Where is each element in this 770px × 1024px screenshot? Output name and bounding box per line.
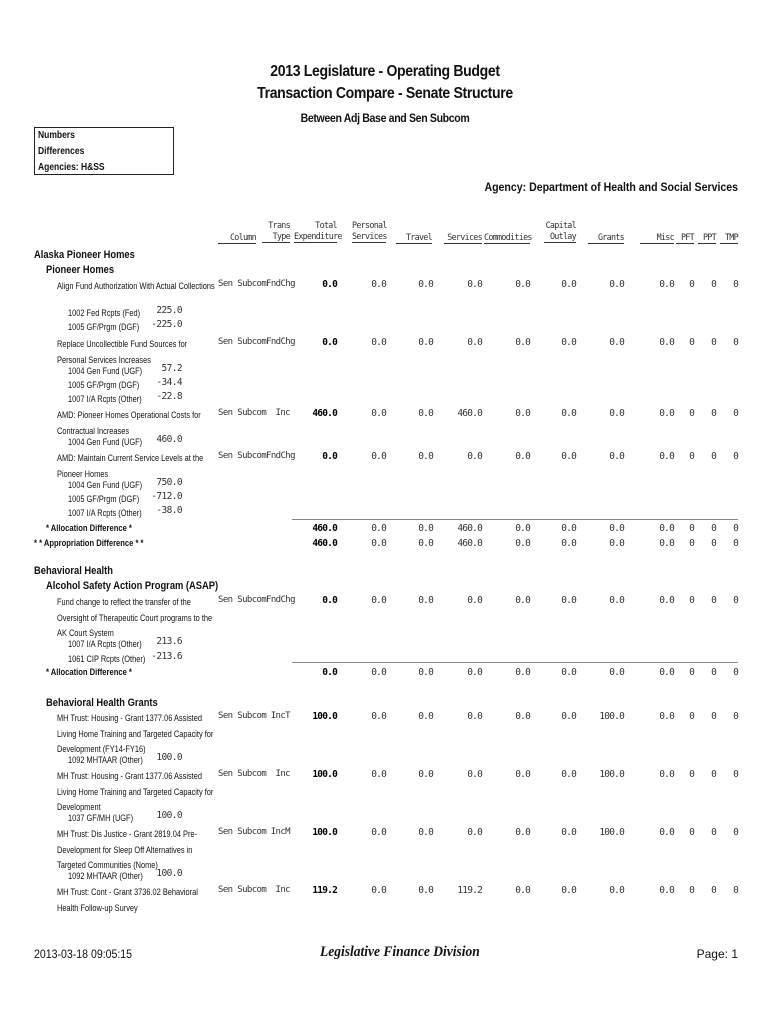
fund-source-amount: 100.0 (156, 752, 182, 763)
transaction-value-cell: 0 (689, 711, 694, 722)
transaction-value-cell: 0.0 (418, 337, 433, 348)
transaction-column: Sen Subcom (218, 279, 267, 289)
transaction-value-cell: 0 (733, 408, 738, 419)
transaction-value-cell: 0.0 (515, 279, 530, 290)
fund-source-label: 1007 I/A Rcpts (Other) (68, 394, 142, 405)
transaction-value-cell: 0.0 (467, 451, 482, 462)
transaction-value-cell: 0 (689, 451, 694, 462)
transaction-value-cell: 0.0 (371, 595, 386, 606)
allocation-difference-value-cell: 0 (733, 667, 738, 678)
col-header-grants: Grants (588, 232, 624, 244)
transaction-value-cell: 0.0 (561, 595, 576, 606)
transaction-value-cell: 0.0 (371, 827, 386, 838)
transaction-value-cell: 0.0 (371, 711, 386, 722)
allocation-difference-value-cell: 0 (733, 523, 738, 534)
allocation-difference-value-cell: 0.0 (561, 523, 576, 534)
transaction-column: Sen Subcom (218, 337, 267, 347)
fund-source-label: 1092 MHTAAR (Other) (68, 871, 143, 882)
transaction-value-cell: 0.0 (322, 595, 337, 606)
allocation-difference-value-cell: 0.0 (418, 667, 433, 678)
transaction-value-cell: 0.0 (609, 595, 624, 606)
transaction-value-cell: 0 (711, 408, 716, 419)
appropriation-difference-value-cell: 460.0 (312, 538, 337, 549)
transaction-value-cell: 0 (733, 769, 738, 780)
footer-timestamp: 2013-03-18 09:05:15 (34, 947, 133, 961)
transaction-value-cell: 119.2 (457, 885, 482, 896)
transaction-type: Inc (275, 885, 290, 895)
transaction-value-cell: 0 (711, 451, 716, 462)
transaction-value-cell: 0.0 (418, 885, 433, 896)
transaction-description: MH Trust: Dis Justice - Grant 2819.04 Pre-Development for Sleep Off Alternatives in Targeted Communities (Nome) (57, 829, 198, 871)
transaction-description: Replace Uncollectible Fund Sources for Personal Services Increases (57, 339, 188, 366)
filter-box (34, 127, 174, 175)
col-header-misc: Misc (640, 232, 674, 244)
transaction-value-cell: 0 (689, 279, 694, 290)
fund-source-label: 1092 MHTAAR (Other) (68, 755, 143, 766)
transaction-value-cell: 0.0 (515, 711, 530, 722)
transaction-value-cell: 100.0 (599, 769, 624, 780)
appropriation-title: Alaska Pioneer Homes (34, 249, 135, 261)
transaction-value-cell: 0.0 (561, 885, 576, 896)
transaction-value-cell: 100.0 (312, 769, 337, 780)
fund-source-amount: -34.4 (156, 377, 182, 388)
appropriation-difference-value-cell: 0 (689, 538, 694, 549)
transaction-value-cell: 0 (689, 827, 694, 838)
transaction-value-cell: 100.0 (599, 711, 624, 722)
allocation-difference-value-cell: 0 (711, 667, 716, 678)
transaction-value-cell: 0 (689, 885, 694, 896)
fund-source-label: 1004 Gen Fund (UGF) (68, 437, 143, 448)
col-header-tmp: TMP (720, 232, 738, 244)
allocation-difference-label: * Allocation Difference * (46, 523, 132, 534)
col-header-personal-services: Personal Services (352, 220, 387, 241)
allocation-difference-value-cell: 0.0 (659, 667, 674, 678)
transaction-value-cell: 0.0 (515, 769, 530, 780)
transaction-value-cell: 0 (711, 337, 716, 348)
transaction-value-cell: 0.0 (418, 451, 433, 462)
transaction-value-cell: 0.0 (609, 451, 624, 462)
transaction-value-cell: 0.0 (418, 769, 433, 780)
transaction-value-cell: 0.0 (659, 337, 674, 348)
transaction-description: Fund change to reflect the transfer of the Oversight of Therapeutic Court programs to the AK Court System (57, 597, 213, 639)
transaction-value-cell: 0.0 (659, 711, 674, 722)
filter-differences: Differences (38, 146, 85, 157)
transaction-value-cell: 0.0 (561, 827, 576, 838)
appropriation-difference-value-cell: 0.0 (371, 538, 386, 549)
transaction-value-cell: 0.0 (659, 769, 674, 780)
allocation-difference-value-cell: 0.0 (561, 667, 576, 678)
transaction-value-cell: 0.0 (515, 337, 530, 348)
transaction-type: FndChg (266, 595, 295, 605)
col-header-commodities: Commodities (484, 232, 532, 242)
transaction-value-cell: 0.0 (609, 279, 624, 290)
appropriation-difference-value-cell: 0 (711, 538, 716, 549)
fund-source-label: 1005 GF/Prgm (DGF) (68, 380, 140, 391)
filter-numbers: Numbers (38, 130, 75, 141)
transaction-value-cell: 0 (733, 279, 738, 290)
transaction-value-cell: 0.0 (418, 595, 433, 606)
transaction-value-cell: 0.0 (467, 769, 482, 780)
col-header-ppt: PPT (698, 232, 716, 244)
transaction-value-cell: 0.0 (467, 337, 482, 348)
filter-agencies: Agencies: H&SS (38, 162, 105, 173)
fund-source-amount: 225.0 (156, 305, 182, 316)
transaction-type: IncM (270, 827, 290, 837)
report-title: 2013 Legislature - Operating Budget (270, 63, 500, 80)
transaction-description: AMD: Maintain Current Service Levels at the Pioneer Homes (57, 453, 204, 480)
transaction-description: MH Trust: Housing - Grant 1377.06 Assisted Living Home Training and Targeted Capacity for Development (FY14-FY16) (57, 713, 214, 755)
transaction-value-cell: 0 (733, 451, 738, 462)
col-header-pft: PFT (676, 232, 694, 244)
transaction-value-cell: 0.0 (659, 827, 674, 838)
transaction-value-cell: 0.0 (371, 885, 386, 896)
transaction-value-cell: 0.0 (418, 827, 433, 838)
allocation-difference-value-cell: 0.0 (515, 667, 530, 678)
fund-source-label: 1002 Fed Rcpts (Fed) (68, 308, 141, 319)
fund-source-label: 1005 GF/Prgm (DGF) (68, 322, 140, 333)
transaction-value-cell: 0.0 (515, 885, 530, 896)
transaction-value-cell: 0.0 (561, 337, 576, 348)
appropriation-title: Behavioral Health (34, 565, 113, 577)
transaction-value-cell: 0.0 (371, 408, 386, 419)
fund-source-label: 1061 CIP Rcpts (Other) (68, 654, 146, 665)
appropriation-difference-value-cell: 0.0 (659, 538, 674, 549)
report-compare: Between Adj Base and Sen Subcom (300, 111, 470, 125)
transaction-value-cell: 0.0 (659, 408, 674, 419)
transaction-column: Sen Subcom (218, 595, 267, 605)
transaction-value-cell: 0.0 (561, 711, 576, 722)
transaction-value-cell: 0.0 (467, 595, 482, 606)
transaction-value-cell: 0 (733, 337, 738, 348)
transaction-value-cell: 0.0 (371, 451, 386, 462)
allocation-difference-value-cell: 0.0 (659, 523, 674, 534)
transaction-column: Sen Subcom (218, 827, 267, 837)
allocation-difference-value-cell: 0.0 (371, 523, 386, 534)
transaction-type: Inc (275, 408, 290, 418)
allocation-difference-value-cell: 460.0 (312, 523, 337, 534)
transaction-value-cell: 0 (733, 711, 738, 722)
transaction-value-cell: 0.0 (561, 769, 576, 780)
fund-source-amount: 100.0 (156, 868, 182, 879)
allocation-difference-value-cell: 0.0 (609, 523, 624, 534)
transaction-value-cell: 0 (733, 885, 738, 896)
transaction-value-cell: 119.2 (312, 885, 337, 896)
allocation-title: Alcohol Safety Action Program (ASAP) (46, 580, 219, 592)
fund-source-amount: 750.0 (156, 477, 182, 488)
transaction-value-cell: 0.0 (561, 279, 576, 290)
report-subtitle: Transaction Compare - Senate Structure (257, 85, 513, 102)
fund-source-label: 1007 I/A Rcpts (Other) (68, 508, 142, 519)
transaction-value-cell: 0.0 (515, 451, 530, 462)
appropriation-difference-value-cell: 0 (733, 538, 738, 549)
transaction-column: Sen Subcom (218, 711, 267, 721)
transaction-value-cell: 0 (711, 769, 716, 780)
transaction-value-cell: 0.0 (659, 451, 674, 462)
allocation-difference-value-cell: 0 (711, 523, 716, 534)
appropriation-difference-value-cell: 0.0 (561, 538, 576, 549)
transaction-value-cell: 0.0 (418, 279, 433, 290)
transaction-value-cell: 0.0 (322, 279, 337, 290)
transaction-description: AMD: Pioneer Homes Operational Costs for Contractual Increases (57, 410, 201, 437)
transaction-description: MH Trust: Housing - Grant 1377.06 Assisted Living Home Training and Targeted Capacity for Development (57, 771, 214, 813)
allocation-difference-value-cell: 0.0 (609, 667, 624, 678)
transaction-value-cell: 0 (711, 595, 716, 606)
transaction-value-cell: 0.0 (418, 711, 433, 722)
appropriation-difference-label: * * Appropriation Difference * * (34, 538, 144, 549)
transaction-value-cell: 0.0 (418, 408, 433, 419)
fund-source-amount: 213.6 (156, 636, 182, 647)
transaction-value-cell: 0 (711, 885, 716, 896)
transaction-value-cell: 0 (689, 337, 694, 348)
allocation-difference-value-cell: 0 (689, 667, 694, 678)
transaction-value-cell: 0.0 (322, 337, 337, 348)
transaction-value-cell: 0.0 (609, 337, 624, 348)
allocation-difference-value-cell: 0 (689, 523, 694, 534)
transaction-type: FndChg (266, 451, 295, 461)
transaction-value-cell: 460.0 (312, 408, 337, 419)
appropriation-difference-value-cell: 0.0 (609, 538, 624, 549)
transaction-value-cell: 0 (689, 769, 694, 780)
fund-source-amount: 100.0 (156, 810, 182, 821)
fund-source-label: 1007 I/A Rcpts (Other) (68, 639, 142, 650)
fund-source-label: 1004 Gen Fund (UGF) (68, 366, 143, 377)
transaction-value-cell: 0 (711, 711, 716, 722)
transaction-value-cell: 0.0 (515, 827, 530, 838)
subtotal-rule (292, 662, 738, 663)
appropriation-difference-value-cell: 460.0 (457, 538, 482, 549)
transaction-value-cell: 0.0 (609, 885, 624, 896)
transaction-value-cell: 0.0 (467, 827, 482, 838)
transaction-value-cell: 0.0 (561, 408, 576, 419)
fund-source-amount: -712.0 (151, 491, 182, 502)
col-header-trans-type: Trans Type (262, 220, 290, 243)
transaction-value-cell: 0 (711, 827, 716, 838)
transaction-value-cell: 0.0 (467, 711, 482, 722)
transaction-value-cell: 0 (733, 827, 738, 838)
allocation-title: Pioneer Homes (46, 264, 115, 276)
transaction-column: Sen Subcom (218, 408, 267, 418)
transaction-value-cell: 0 (689, 595, 694, 606)
transaction-value-cell: 0.0 (322, 451, 337, 462)
transaction-value-cell: 460.0 (457, 408, 482, 419)
transaction-value-cell: 0.0 (561, 451, 576, 462)
allocation-difference-value-cell: 0.0 (418, 523, 433, 534)
footer-page-number: Page: 1 (696, 947, 738, 961)
transaction-column: Sen Subcom (218, 885, 267, 895)
transaction-type: FndChg (266, 279, 295, 289)
fund-source-amount: -22.8 (156, 391, 182, 402)
transaction-value-cell: 0.0 (515, 408, 530, 419)
fund-source-label: 1004 Gen Fund (UGF) (68, 480, 143, 491)
transaction-type: IncT (270, 711, 290, 721)
transaction-value-cell: 0.0 (515, 595, 530, 606)
col-header-column: Column (218, 232, 256, 244)
fund-source-amount: 460.0 (156, 434, 182, 445)
transaction-value-cell: 0.0 (371, 279, 386, 290)
transaction-description: Align Fund Authorization With Actual Collections (57, 281, 215, 292)
transaction-value-cell: 0.0 (371, 337, 386, 348)
fund-source-amount: -38.0 (156, 505, 182, 516)
transaction-value-cell: 0.0 (609, 408, 624, 419)
transaction-type: Inc (275, 769, 290, 779)
footer-division: Legislative Finance Division (320, 944, 480, 960)
fund-source-label: 1005 GF/Prgm (DGF) (68, 494, 140, 505)
transaction-value-cell: 0.0 (659, 595, 674, 606)
transaction-value-cell: 0.0 (371, 769, 386, 780)
transaction-value-cell: 0.0 (659, 279, 674, 290)
transaction-column: Sen Subcom (218, 769, 267, 779)
appropriation-difference-value-cell: 0.0 (418, 538, 433, 549)
col-header-services: Services (444, 232, 482, 244)
allocation-difference-value-cell: 0.0 (515, 523, 530, 534)
allocation-difference-value-cell: 0.0 (371, 667, 386, 678)
transaction-type: FndChg (266, 337, 295, 347)
allocation-title: Behavioral Health Grants (46, 697, 158, 709)
transaction-value-cell: 0 (689, 408, 694, 419)
fund-source-label: 1037 GF/MH (UGF) (68, 813, 134, 824)
transaction-value-cell: 100.0 (312, 711, 337, 722)
col-header-travel: Travel (396, 232, 432, 244)
transaction-description: MH Trust: Cont - Grant 3736.02 Behavioral Health Follow-up Survey (57, 887, 198, 914)
col-header-total-expenditure: Total Expenditure (294, 220, 342, 241)
fund-source-amount: -213.6 (151, 651, 182, 662)
fund-source-amount: -225.0 (151, 319, 182, 330)
subtotal-rule (292, 519, 738, 520)
col-header-capital-outlay: Capital Outlay (545, 220, 576, 241)
allocation-difference-value-cell: 0.0 (322, 667, 337, 678)
allocation-difference-value-cell: 0.0 (467, 667, 482, 678)
transaction-column: Sen Subcom (218, 451, 267, 461)
transaction-value-cell: 100.0 (312, 827, 337, 838)
allocation-difference-label: * Allocation Difference * (46, 667, 132, 678)
transaction-value-cell: 100.0 (599, 827, 624, 838)
fund-source-amount: 57.2 (161, 363, 182, 374)
transaction-value-cell: 0.0 (659, 885, 674, 896)
transaction-value-cell: 0 (711, 279, 716, 290)
appropriation-difference-value-cell: 0.0 (515, 538, 530, 549)
transaction-value-cell: 0 (733, 595, 738, 606)
allocation-difference-value-cell: 460.0 (457, 523, 482, 534)
agency-title: Agency: Department of Health and Social Services (484, 180, 738, 194)
transaction-value-cell: 0.0 (467, 279, 482, 290)
